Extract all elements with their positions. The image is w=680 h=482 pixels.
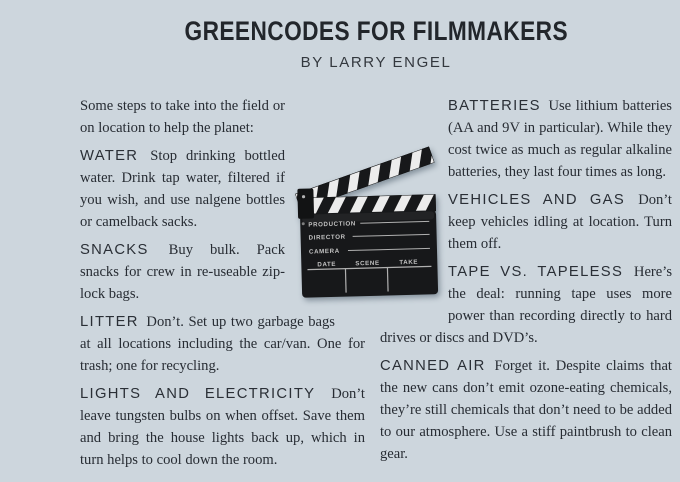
board-slate-label: SCENE: [355, 259, 380, 268]
section-text: Stop drinking bottled water. Drink tap water, filtered if you wish, and use nalgene bottles or camelback sacks.: [80, 148, 285, 230]
section-heading: VEHICLES AND GAS: [448, 192, 625, 208]
clapperboard-image: [293, 131, 475, 303]
section-text: Here’s the deal: running tape uses more power than recording directly to hard drives or discs and DVD’s.: [380, 264, 672, 346]
board-slate-label: TAKE: [399, 258, 419, 267]
board-slate-label: DATE: [317, 260, 337, 269]
section-text: Some steps to take into the field or on location to help the planet:: [80, 98, 285, 136]
board-field-label: PRODUCTION: [308, 220, 356, 229]
section-text: Forget it. Despite claims that the new cans don’t emit ozone-eating chemicals, they’re still chemicals that don’t need to be added to our atmosphere. Use a stiff paintbrush to clean gear.: [380, 358, 672, 462]
board-field-label: DIRECTOR: [308, 233, 346, 242]
section-heading: LITTER: [80, 314, 139, 330]
section-text: Don’t leave tungsten bulbs on when offset. Save them and bring the house lights back up, which in turn helps to cool down the room.: [80, 386, 365, 468]
board-field-label: CAMERA: [308, 247, 340, 256]
section-heading: SNACKS: [80, 242, 149, 258]
section-heading: CANNED AIR: [380, 358, 486, 374]
section-paragraph: [80, 311, 365, 377]
section-heading: WATER: [80, 148, 139, 164]
section-text: Use lithium batteries (AA and 9V in particular). While they cost twice as much as regular alkaline batteries, they last four times as long.: [448, 98, 672, 180]
section-text: Don’t keep vehicles idling at location. Turn them off.: [448, 192, 672, 252]
page-title-text: GREENCODES FOR FILMMAKERS: [184, 16, 568, 46]
section-heading: BATTERIES: [448, 98, 541, 114]
byline: BY LARRY ENGEL: [300, 54, 452, 71]
clapper-board-body: [300, 210, 438, 298]
section-paragraph: [80, 383, 365, 471]
section-paragraph: [380, 355, 672, 465]
section-text: Don’t. Set up two garbage bags at all locations including the car/van. One for trash; one for recycling.: [80, 314, 365, 374]
section-heading: LIGHTS AND ELECTRICITY: [80, 386, 316, 402]
page-title: [80, 16, 672, 46]
section-text: Buy bulk. Pack snacks for crew in re-useable zip-lock bags.: [80, 242, 285, 302]
section-heading: TAPE VS. TAPELESS: [448, 264, 624, 280]
